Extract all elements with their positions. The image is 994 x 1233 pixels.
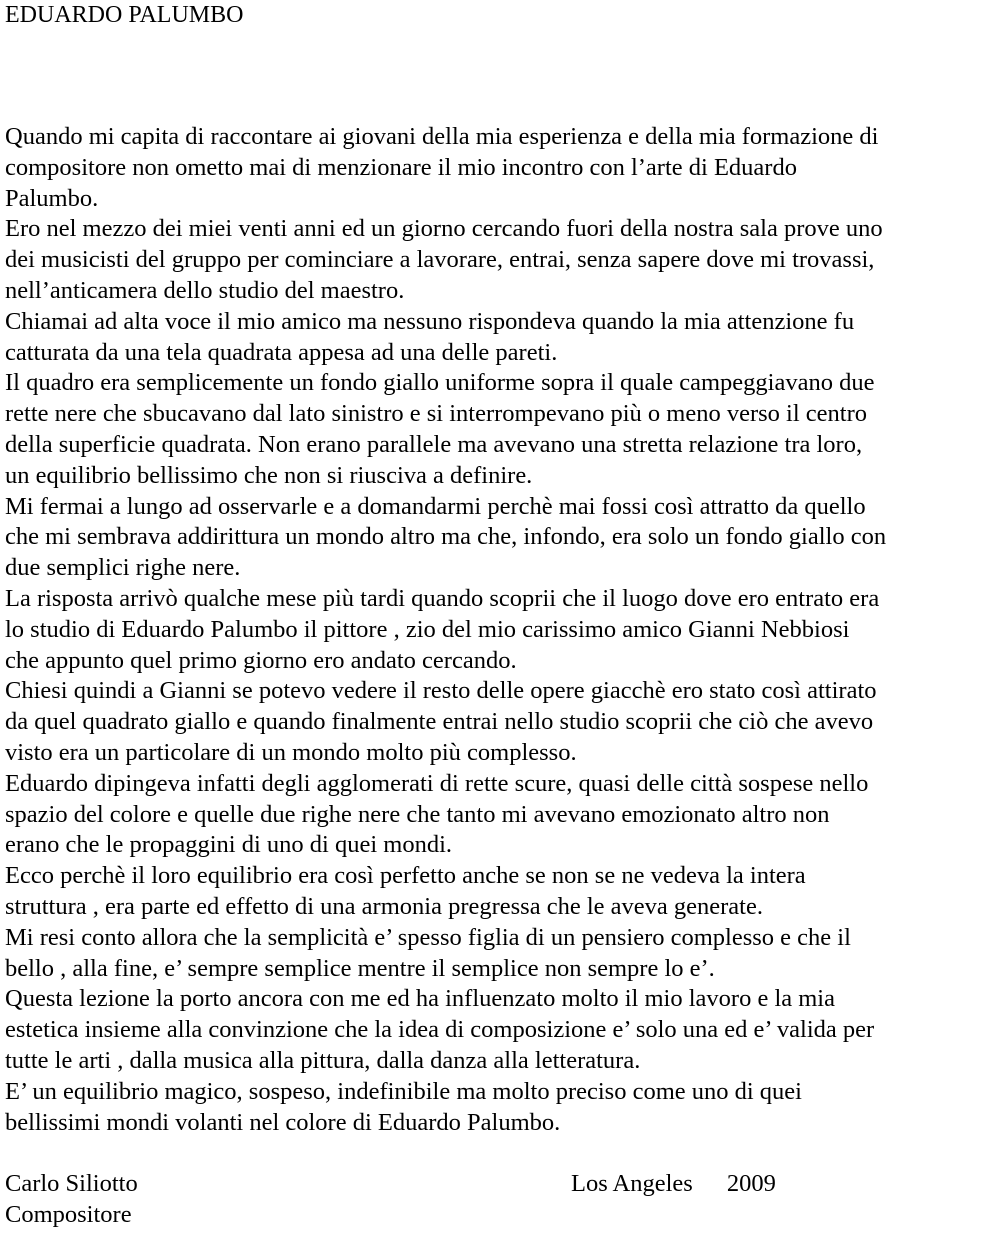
body-line: visto era un particolare di un mondo molto più complesso. <box>5 738 577 766</box>
signature-name: Carlo Siliotto <box>5 1170 138 1197</box>
signature-role: Compositore <box>5 1200 132 1228</box>
document-body <box>5 122 990 1138</box>
body-line: Ecco perchè il loro equilibrio era così perfetto anche se non se ne vedeva la intera <box>5 862 806 890</box>
body-line: Eduardo dipingeva infatti degli agglomerati di rette scure, quasi delle città sospese nello <box>5 769 869 797</box>
body-line: dei musicisti del gruppo per cominciare a lavorare, entrai, senza sapere dove mi trovassi, <box>5 246 875 274</box>
signature-place: Los Angeles <box>571 1170 693 1197</box>
body-line: Il quadro era semplicemente un fondo giallo uniforme sopra il quale campeggiavano due <box>5 369 875 397</box>
body-line: Chiamai ad alta voce il mio amico ma nessuno rispondeva quando la mia attenzione fu <box>5 307 855 335</box>
body-line: nell’anticamera dello studio del maestro. <box>5 276 405 304</box>
body-line: erano che le propaggini di uno di quei mondi. <box>5 831 453 859</box>
body-line: struttura , era parte ed effetto di una armonia pregressa che le aveva generate. <box>5 892 763 920</box>
place-date <box>571 1169 776 1200</box>
body-line: Mi resi conto allora che la semplicità e’ spesso figlia di un pensiero complesso e che il <box>5 923 851 951</box>
body-line: rette nere che sbucavano dal lato sinistro e si interrompevano più o meno verso il centro <box>5 400 867 428</box>
body-line: che mi sembrava addirittura un mondo altro ma che, infondo, era solo un fondo giallo con <box>5 523 887 551</box>
body-line: La risposta arrivò qualche mese più tardi quando scoprii che il luogo dove ero entrato era <box>5 584 880 612</box>
body-line: catturata da una tela quadrata appesa ad una delle pareti. <box>5 338 558 366</box>
body-line: compositore non ometto mai di menzionare il mio incontro con l’arte di Eduardo <box>5 153 797 181</box>
signature-block <box>5 1169 138 1231</box>
body-line: due semplici righe nere. <box>5 554 241 582</box>
document-title: EDUARDO PALUMBO <box>5 2 244 28</box>
signature-year: 2009 <box>726 1170 776 1197</box>
body-line: della superficie quadrata. Non erano parallele ma avevano una stretta relazione tra loro, <box>5 430 863 458</box>
body-line: Questa lezione la porto ancora con me ed ha influenzato molto il mio lavoro e la mia <box>5 985 835 1013</box>
body-line: Quando mi capita di raccontare ai giovani della mia esperienza e della mia formazione di <box>5 123 879 150</box>
body-line: estetica insieme alla convinzione che la idea di composizione e’ solo una ed e’ valida per <box>5 1016 875 1044</box>
body-line: lo studio di Eduardo Palumbo il pittore , zio del mio carissimo amico Gianni Nebbiosi <box>5 615 850 643</box>
body-line: bello , alla fine, e’ sempre semplice mentre il semplice non sempre lo e’. <box>5 954 715 982</box>
body-line: Chiesi quindi a Gianni se potevo vedere il resto delle opere giacchè ero stato così attirato <box>5 677 877 705</box>
body-line: che appunto quel primo giorno ero andato cercando. <box>5 646 517 674</box>
body-line: Palumbo. <box>5 184 99 212</box>
body-line: un equilibrio bellissimo che non si riusciva a definire. <box>5 461 533 489</box>
body-line: spazio del colore e quelle due righe nere che tanto mi avevano emozionato altro non <box>5 800 830 828</box>
body-line: Ero nel mezzo dei miei venti anni ed un giorno cercando fuori della nostra sala prove uno <box>5 215 883 243</box>
body-line: da quel quadrato giallo e quando finalmente entrai nello studio scoprii che ciò che avevo <box>5 708 874 736</box>
body-line: Mi fermai a lungo ad osservarle e a domandarmi perchè mai fossi così attratto da quello <box>5 492 866 520</box>
body-line: bellissimi mondi volanti nel colore di Eduardo Palumbo. <box>5 1108 561 1136</box>
body-line: E’ un equilibrio magico, sospeso, indefinibile ma molto preciso come uno di quei <box>5 1077 802 1105</box>
body-line: tutte le arti , dalla musica alla pittura, dalla danza alla letteratura. <box>5 1046 641 1074</box>
